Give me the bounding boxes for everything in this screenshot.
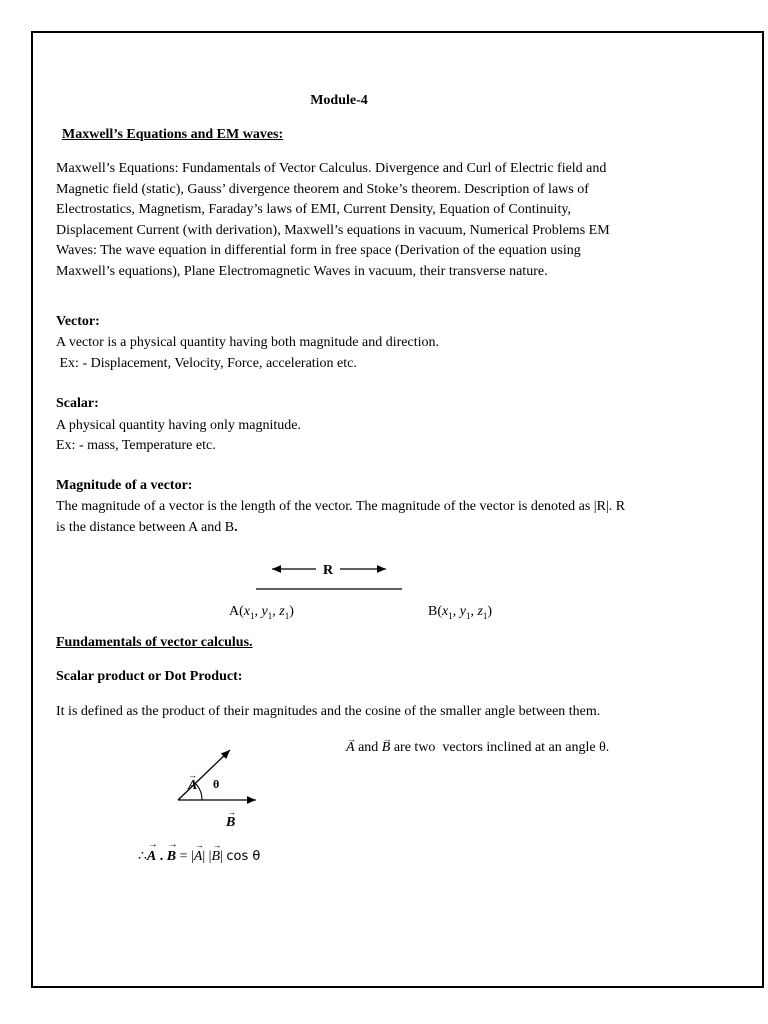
distance-label-r: R — [322, 563, 334, 578]
coord-sub: 1 — [465, 610, 471, 621]
vector-a-symbol: → A — [346, 738, 355, 758]
coord-sub: 1 — [448, 610, 453, 621]
vector-example: Ex: - Displacement, Velocity, Force, acceleration etc. — [56, 356, 357, 371]
figure-label-b: B — [226, 815, 236, 830]
syllabus-line: Maxwell’s Equations: Fundamentals of Vector Calculus. Divergence and Curl of Electric field and — [56, 161, 607, 176]
vector-b-symbol: → B — [382, 738, 391, 758]
point-b-coordinates: $B(x_1$, $y_1$, $z_1$) — [428, 604, 493, 621]
formula-close: | — [220, 849, 227, 864]
coord-sub: 1 — [482, 610, 488, 621]
coord-sub: 1 — [284, 610, 290, 621]
formula-vector-a: → A — [147, 849, 156, 865]
syllabus-line: Displacement Current (with derivation), Maxwell’s equations in vacuum, Numerical Problems EM — [56, 222, 610, 238]
coord-z: z — [279, 604, 285, 619]
magnitude-line-2-text: is the distance between A and B — [56, 520, 235, 535]
dot-product-heading: Scalar product or Dot Product: — [56, 669, 243, 684]
formula-abs-b: → B — [211, 849, 220, 865]
coord-x: x — [243, 604, 251, 619]
magnitude-line-2 — [56, 518, 238, 538]
syllabus-line: Electrostatics, Magnetism, Faraday’s laws of EMI, Current Density, Equation of Continuity, — [56, 202, 571, 217]
scalar-heading: Scalar: — [56, 396, 99, 411]
point-a-coordinates: $A(x_1$, $y_1$, $z_1$) — [229, 604, 294, 621]
inclined-text: are two vectors inclined at an angle θ. — [390, 740, 610, 755]
and-text: and — [354, 740, 382, 755]
coord-z: z — [477, 604, 483, 619]
formula-dot: . — [156, 849, 167, 864]
scalar-example: Ex: - mass, Temperature etc. — [56, 438, 216, 453]
section-heading: Maxwell’s Equations and EM waves: — [62, 127, 284, 142]
coord-sub: 1 — [267, 610, 273, 621]
coord-x: x — [442, 604, 449, 619]
distance-figure — [250, 556, 410, 596]
formula-equals: = | — [176, 849, 194, 864]
magnitude-line-1: The magnitude of a vector is the length of the vector. The magnitude of the vector is denoted as |R|. R — [56, 499, 626, 514]
point-b-label: B — [428, 604, 438, 619]
module-title: Module-4 — [310, 93, 368, 108]
vector-a-arrow — [178, 750, 230, 800]
coord-sub: 1 — [250, 610, 255, 621]
point-a-label: A — [229, 604, 240, 619]
scalar-definition: A physical quantity having only magnitude. — [56, 418, 301, 433]
vector-heading: Vector: — [56, 314, 100, 329]
therefore-symbol: ∴ — [138, 849, 147, 864]
figure-label-theta: θ — [213, 777, 220, 791]
syllabus-paragraph — [56, 159, 696, 282]
magnitude-heading: Magnitude of a vector: — [56, 478, 193, 493]
vectors-inclined-text — [346, 738, 609, 758]
vector-definition: A vector is a physical quantity having both magnitude and direction. — [56, 335, 439, 350]
figure-label-a-arrow: → — [188, 770, 197, 780]
formula-vector-b: → B — [167, 849, 176, 865]
formula-sep: | | — [202, 849, 212, 864]
dot-product-formula — [138, 848, 260, 865]
coord-y: y — [261, 604, 268, 619]
dot-product-definition: It is defined as the product of their magnitudes and the cosine of the smaller angle between them. — [56, 704, 601, 719]
vector-calculus-heading: Fundamentals of vector calculus. — [56, 635, 253, 650]
formula-cos: cos θ — [226, 849, 261, 864]
figure-label-b-arrow: → — [227, 807, 236, 817]
figure-label-a: A — [188, 778, 198, 793]
syllabus-line: Waves: The wave equation in differential form in free space (Derivation of the equation using — [56, 243, 581, 258]
syllabus-line: Maxwell’s equations), Plane Electromagnetic Waves in vacuum, their transverse nature. — [56, 263, 548, 279]
syllabus-line: Magnetic field (static), Gauss’ divergence theorem and Stoke’s theorem. Description of laws of — [56, 181, 589, 197]
coord-y: y — [459, 604, 466, 619]
formula-abs-a: → A — [194, 849, 203, 865]
magnitude-line-2-period: . — [234, 520, 238, 535]
dot-product-figure — [168, 738, 278, 838]
